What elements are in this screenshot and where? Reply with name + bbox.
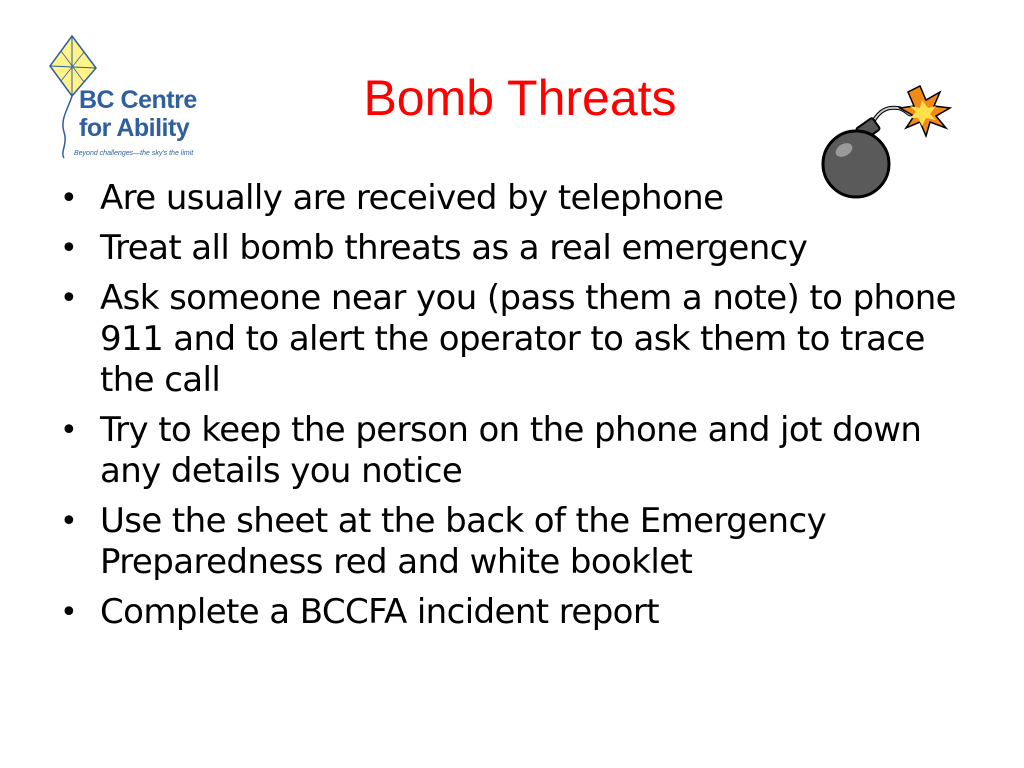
bullet-text: Treat all bomb threats as a real emergency: [100, 228, 808, 268]
bullet-text: Use the sheet at the back of the Emergency Preparedness red and white booklet: [100, 501, 827, 582]
bullet-item: [56, 228, 956, 269]
bullet-item: [56, 410, 956, 492]
bullet-dot: •: [60, 413, 78, 448]
bullet-text: Try to keep the person on the phone and jot down any details you notice: [100, 410, 922, 491]
bullet-list: [56, 178, 956, 642]
bullet-dot: •: [60, 595, 78, 630]
slide-title: Bomb Threats: [363, 70, 677, 126]
bullet-text: Are usually are received by telephone: [100, 178, 724, 218]
logo-tagline: Beyond challenges—the sky's the limit: [74, 150, 194, 157]
bullet-item: [56, 278, 956, 401]
bullet-text: Complete a BCCFA incident report: [100, 592, 659, 632]
bullet-dot: •: [60, 504, 78, 539]
bullet-dot: •: [60, 231, 78, 266]
bullet-dot: •: [60, 281, 78, 316]
logo-name-line1: BC Centre: [79, 86, 197, 114]
bullet-item: [56, 501, 956, 583]
logo-name-line2: for Ability: [79, 114, 190, 142]
bullet-item: [56, 592, 956, 633]
bullet-dot: •: [60, 181, 78, 216]
bullet-text: Ask someone near you (pass them a note) to phone 911 and to alert the operator to ask them to trace the call: [100, 278, 956, 400]
bullet-item: [56, 178, 956, 219]
